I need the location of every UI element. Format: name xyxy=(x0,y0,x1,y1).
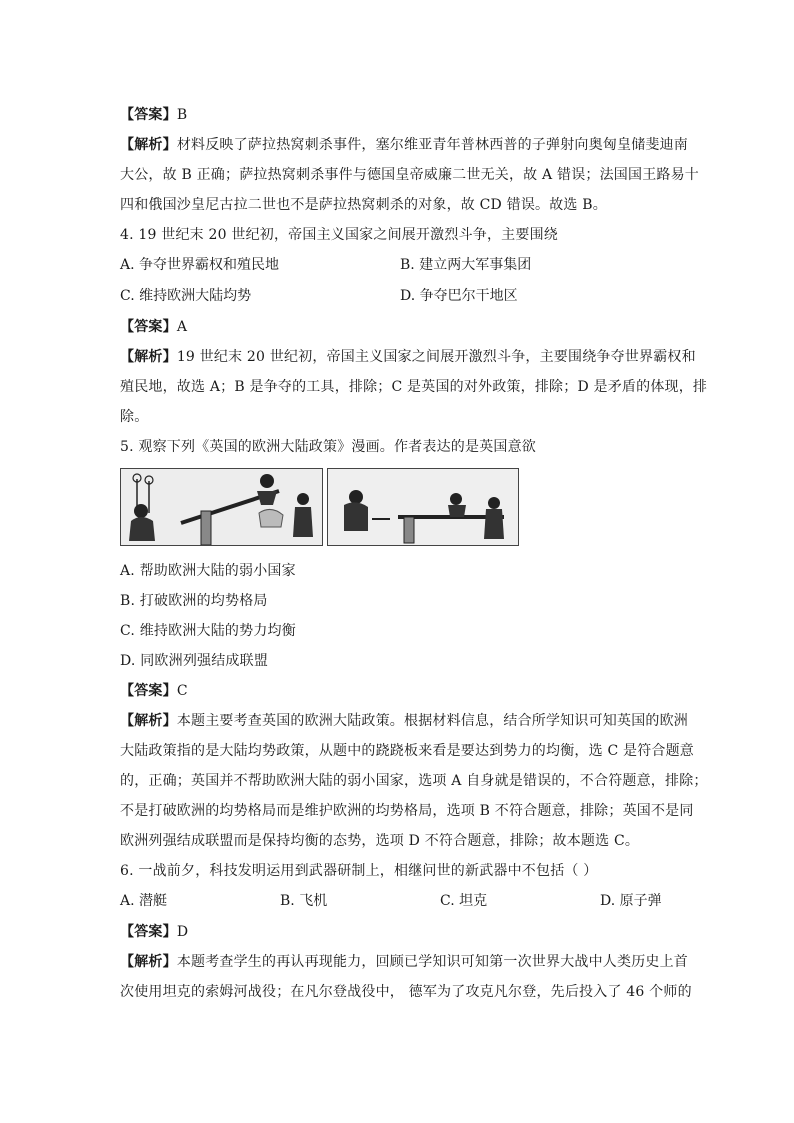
document-page xyxy=(120,100,708,1007)
option-d: D. 争夺巴尔干地区 xyxy=(400,288,518,304)
analysis-line: 本题考查学生的再认再现能力，回顾已学知识可知第一次世界大战中人类历史上首 xyxy=(176,954,689,970)
question-6-stem: 6. 一战前夕，科技发明运用到武器研制上，相继问世的新武器中不包括（ ） xyxy=(120,863,598,879)
analysis-line: 除。 xyxy=(120,409,149,425)
option-d: D. 原子弹 xyxy=(600,893,662,909)
seesaw-drawing-2 xyxy=(328,469,518,545)
analysis-tag: 【解析】 xyxy=(120,713,177,729)
analysis-line: 本题主要考查英国的欧洲大陆政策。根据材料信息，结合所学知识可知英国的欧洲 xyxy=(176,713,689,729)
analysis-line: 19 世纪末 20 世纪初，帝国主义国家之间展开激烈斗争，主要围绕争夺世界霸权和 xyxy=(176,349,696,365)
analysis-tag: 【解析】 xyxy=(120,137,177,153)
analysis-3 xyxy=(120,130,699,220)
answer-tag: 【答案】 xyxy=(120,924,177,940)
option-d: D. 同欧洲列强结成联盟 xyxy=(120,653,269,669)
answer-5 xyxy=(120,676,680,706)
cartoon-panel-2 xyxy=(327,468,519,546)
option-a: A. 帮助欧洲大陆的弱小国家 xyxy=(120,563,296,579)
answer-value: C xyxy=(176,683,188,699)
cartoon-panel-1 xyxy=(120,468,323,546)
seesaw-cartoon xyxy=(120,468,680,550)
option-b: B. 打破欧洲的均势格局 xyxy=(120,593,268,609)
question-4-options xyxy=(120,250,680,281)
analysis-line: 大陆政策指的是大陆均势政策，从题中的跷跷板来看是要达到势力的均衡，选 C 是符合题意 xyxy=(120,743,695,759)
answer-value: D xyxy=(176,924,189,940)
answer-4 xyxy=(120,312,680,342)
seesaw-drawing-1 xyxy=(121,469,322,545)
option-c: C. 维持欧洲大陆均势 xyxy=(120,288,252,304)
analysis-4 xyxy=(120,342,708,432)
analysis-line: 材料反映了萨拉热窝刺杀事件，塞尔维亚青年普林西普的子弹射向奥匈皇储斐迪南 xyxy=(176,137,689,153)
analysis-6 xyxy=(120,947,692,1007)
option-a: A. 潜艇 xyxy=(120,893,168,909)
answer-6 xyxy=(120,917,680,947)
analysis-line: 四和俄国沙皇尼古拉二世也不是萨拉热窝刺杀的对象，故 CD 错误。故选 B。 xyxy=(120,197,607,213)
answer-3 xyxy=(120,100,680,130)
question-4-options xyxy=(120,281,680,312)
analysis-5 xyxy=(120,706,708,856)
answer-tag: 【答案】 xyxy=(120,319,177,335)
answer-tag: 【答案】 xyxy=(120,107,177,123)
option-b: B. 飞机 xyxy=(280,893,328,909)
analysis-line: 不是打破欧洲的均势格局而是维护欧洲的均势格局，选项 B 不符合题意，排除；英国不是同 xyxy=(120,803,694,819)
analysis-tag: 【解析】 xyxy=(120,349,177,365)
option-a: A. 争夺世界霸权和殖民地 xyxy=(120,257,280,273)
analysis-line: 殖民地，故选 A；B 是争夺的工具，排除；C 是英国的对外政策，排除；D 是矛盾的体现，排 xyxy=(120,379,708,395)
analysis-tag: 【解析】 xyxy=(120,954,177,970)
option-c: C. 维持欧洲大陆的势力均衡 xyxy=(120,623,296,639)
analysis-line: 次使用坦克的索姆河战役；在凡尔登战役中， 德军为了攻克凡尔登，先后投入了 46 个师的 xyxy=(120,984,692,1000)
question-6-options xyxy=(120,886,680,917)
option-b: B. 建立两大军事集团 xyxy=(400,257,532,273)
answer-value: A xyxy=(176,319,188,335)
answer-value: B xyxy=(176,107,188,123)
answer-tag: 【答案】 xyxy=(120,683,177,699)
option-c: C. 坦克 xyxy=(440,893,488,909)
question-4-stem: 4. 19 世纪末 20 世纪初，帝国主义国家之间展开激烈斗争，主要围绕 xyxy=(120,227,558,243)
question-5-stem: 5. 观察下列《英国的欧洲大陆政策》漫画。作者表达的是英国意欲 xyxy=(120,439,537,455)
analysis-line: 的，正确；英国并不帮助欧洲大陆的弱小国家，选项 A 自身就是错误的，不合符题意，排除； xyxy=(120,773,708,789)
analysis-line: 欧洲列强结成联盟而是保持均衡的态势，选项 D 不符合题意，排除；故本题选 C。 xyxy=(120,833,640,849)
analysis-line: 大公，故 B 正确；萨拉热窝刺杀事件与德国皇帝威廉二世无关，故 A 错误；法国国王路易十 xyxy=(120,167,699,183)
